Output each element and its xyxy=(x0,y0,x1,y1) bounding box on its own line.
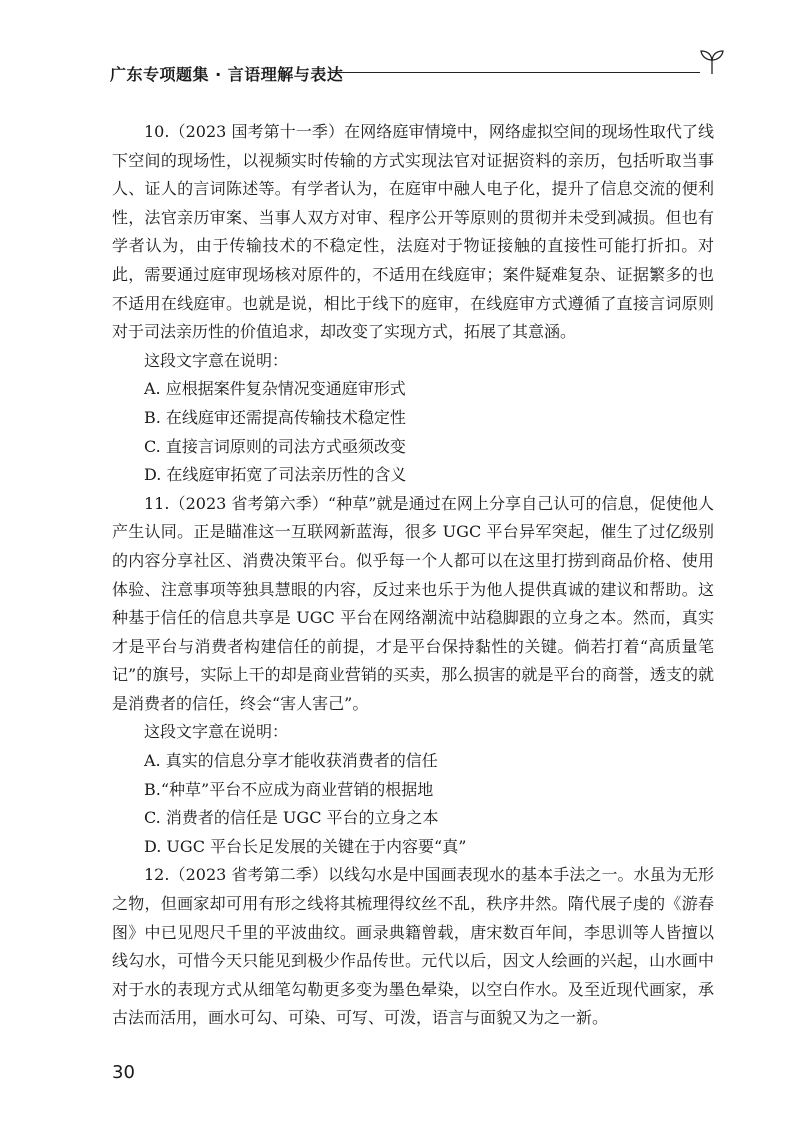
option-a: A. 真实的信息分享才能收获消费者的信任 xyxy=(144,751,438,771)
option-a: A. 应根据案件复杂情况变通庭审形式 xyxy=(144,379,406,399)
page-header xyxy=(110,60,720,84)
option-c: C. 消费者的信任是 UGC 平台的立身之本 xyxy=(144,808,439,828)
question-stem: 10.（2023 国考第十一季）在网络庭审情境中，网络虚拟空间的现场性取代了线下空间的现场性，以视频实时传输的方式实现法官对证据资料的亲历，包括听取当事人、证人的言词陈述等。有学者认为，在庭审中融人电子化，提升了信息交流的便利性，法官亲历审案、当事人双方对审、程序公开等原则的贯彻并未受到减损。但也有学者认为，由于传输技术的不稳定性，法庭对于物证接触的直接性可能打折扣。对此，需要通过庭审现场核对原件的，不适用在线庭审；案件疑难复杂、证据繁多的也不适用在线庭审。也就是说，相比于线下的庭审，在线庭审方式遵循了直接言词原则对于司法亲历性的价值追求，却改变了实现方式，拓展了其意涵。 xyxy=(112,122,714,342)
question-stem: 11.（2023 省考第六季）“种草”就是通过在网上分享自己认可的信息，促使他人产生认同。正是瞄准这一互联网新蓝海，很多 UGC 平台异军突起，催生了过亿级别的内容分享社区、消费决策平台。似乎每一个人都可以在这里打捞到商品价格、使用体验、注意事项等独具慧眼的内容，反过来也乐于为他人提供真诚的建议和帮助。这种基于信任的信息共享是 UGC 平台在网络潮流中站稳脚跟的立身之本。然而，真实才是平台与消费者构建信任的前提，才是平台保持黏性的关键。倘若打着“高质量笔记”的旗号，实际上干的却是商业营销的买卖，那么损害的就是平台的商誉，透支的就是消费者的信任，终会“害人害己”。 xyxy=(112,493,714,713)
option-b: B.“种草”平台不应成为商业营销的根据地 xyxy=(144,779,434,799)
header-rule xyxy=(328,72,700,73)
sprout-icon xyxy=(695,44,729,78)
main-content xyxy=(112,118,714,1033)
option-c: C. 直接言词原则的司法方式亟须改变 xyxy=(144,436,406,456)
question-10 xyxy=(112,118,714,490)
question-prompt: 这段文字意在说明： xyxy=(144,350,289,370)
option-d: D. UGC 平台长足发展的关键在于内容要“真” xyxy=(144,836,467,856)
question-12 xyxy=(112,861,714,1033)
page-number: 30 xyxy=(112,1062,135,1083)
question-11 xyxy=(112,490,714,862)
option-d: D. 在线庭审拓宽了司法亲历性的含义 xyxy=(144,465,407,485)
option-b: B. 在线庭审还需提高传输技术稳定性 xyxy=(144,407,406,427)
header-title: 广东专项题集 · 言语理解与表达 xyxy=(110,65,344,84)
question-stem: 12.（2023 省考第二季）以线勾水是中国画表现水的基本手法之一。水虽为无形之物，但画家却可用有形之线将其梳理得纹丝不乱，秩序井然。隋代展子虔的《游春图》中已见咫尺千里的平波曲纹。画录典籍曾载，唐宋数百年间，李思训等人皆擅以线勾水，可惜今天只能见到极少作品传世。元代以后，因文人绘画的兴起，山水画中对于水的表现方式从细笔勾勒更多变为墨色晕染，以空白作水。及至近现代画家，承古法而活用，画水可勾、可染、可写、可泼，语言与面貌又为之一新。 xyxy=(112,865,714,1028)
question-prompt: 这段文字意在说明： xyxy=(144,722,289,742)
